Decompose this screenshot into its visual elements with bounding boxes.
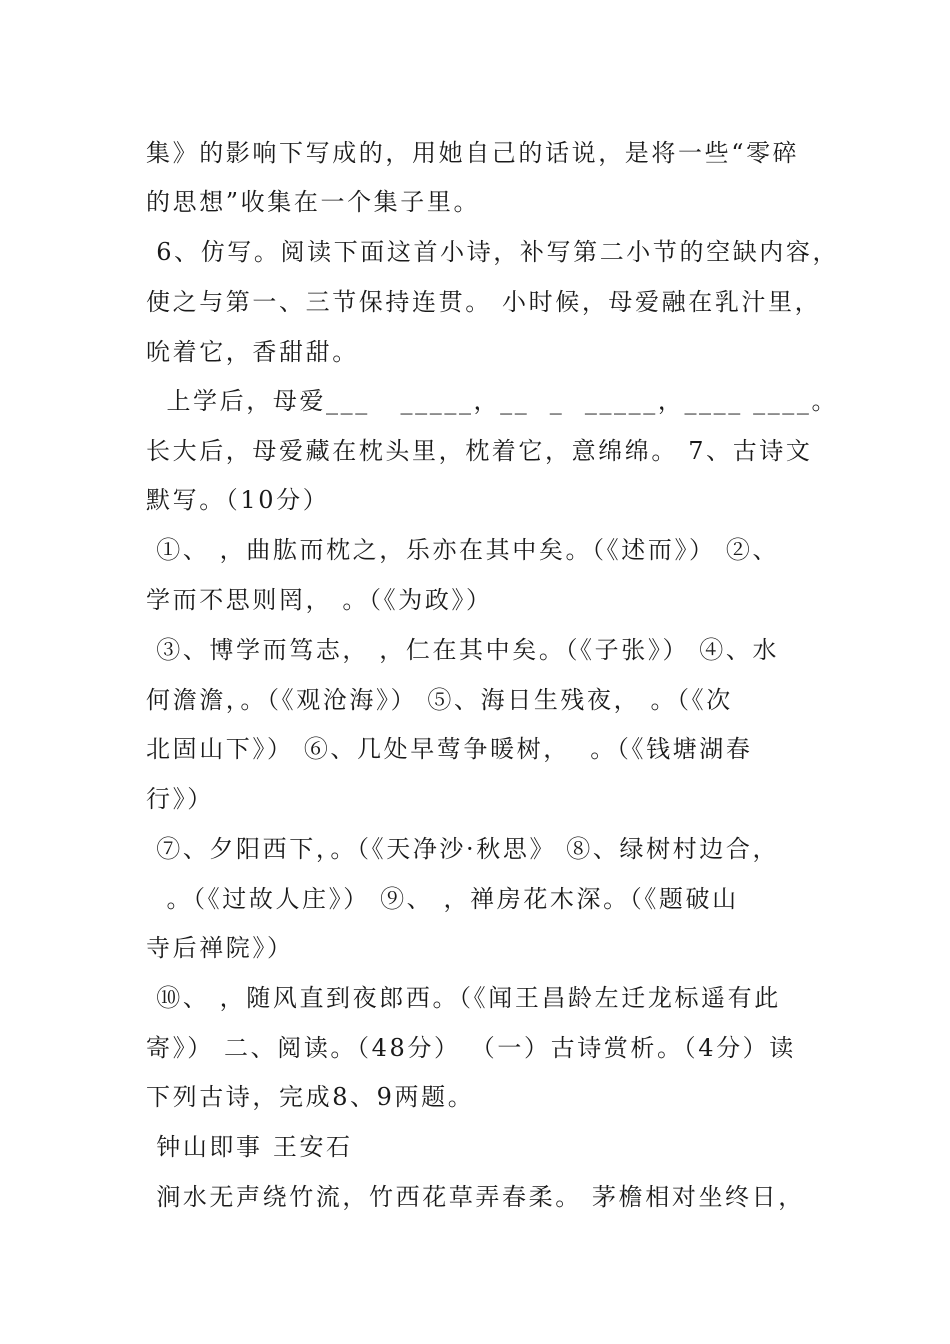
poem-blank-line: 上学后，母爱___ _____，__ _ _____，____ ____。 bbox=[146, 387, 839, 415]
poem-text-line: 涧水无声绕竹流，竹西花草弄春柔。 茅檐相对坐终日， bbox=[146, 1183, 805, 1211]
text-line: 默写。（10分） bbox=[146, 486, 330, 514]
text-line: 6、仿写。阅读下面这首小诗，补写第二小节的空缺内容， bbox=[146, 238, 840, 266]
text-line: 北固山下》） ⑥、几处早莺争暖树， 。（《钱塘湖春 bbox=[146, 735, 753, 763]
text-line: ⑦、夕阳西下，。（《天净沙·秋思》 ⑧、绿树村边合， bbox=[146, 835, 780, 863]
text-line: 的思想”收集在一个集子里。 bbox=[146, 188, 481, 216]
poem-title-line: 钟山即事 王安石 bbox=[146, 1133, 353, 1161]
text-line: 学而不思则罔， 。（《为政》） bbox=[146, 586, 493, 614]
text-line: ③、博学而笃志， ，仁在其中矣。（《子张》） ④、水 bbox=[146, 636, 780, 664]
text-line: ⑩、 ，随风直到夜郎西。（《闻王昌龄左迁龙标遥有此 bbox=[146, 984, 781, 1012]
text-line: 吮着它，香甜甜。 bbox=[146, 338, 359, 366]
text-line: 寺后禅院》） bbox=[146, 934, 294, 962]
text-line: 长大后，母爱藏在枕头里，枕着它，意绵绵。 7、古诗文 bbox=[146, 437, 813, 465]
text-line: 何澹澹，。（《观沧海》） ⑤、海日生残夜， 。（《次 bbox=[146, 686, 733, 714]
text-line: 集》的影响下写成的，用她自己的话说，是将一些“零碎 bbox=[146, 139, 800, 167]
text-line: 行》） bbox=[146, 785, 214, 813]
text-line: ①、 ，曲肱而枕之，乐亦在其中矣。（《述而》） ②、 bbox=[146, 536, 780, 564]
text-line: 使之与第一、三节保持连贯。 小时候，母爱融在乳汁里， bbox=[146, 288, 822, 316]
text-line: 。（《过故人庄》） ⑨、 ，禅房花木深。（《题破山 bbox=[146, 885, 739, 913]
text-line: 寄》） 二、阅读。（48分） （一）古诗赏析。（4分）读 bbox=[146, 1034, 796, 1062]
text-line: 下列古诗，完成8、9两题。 bbox=[146, 1083, 475, 1111]
